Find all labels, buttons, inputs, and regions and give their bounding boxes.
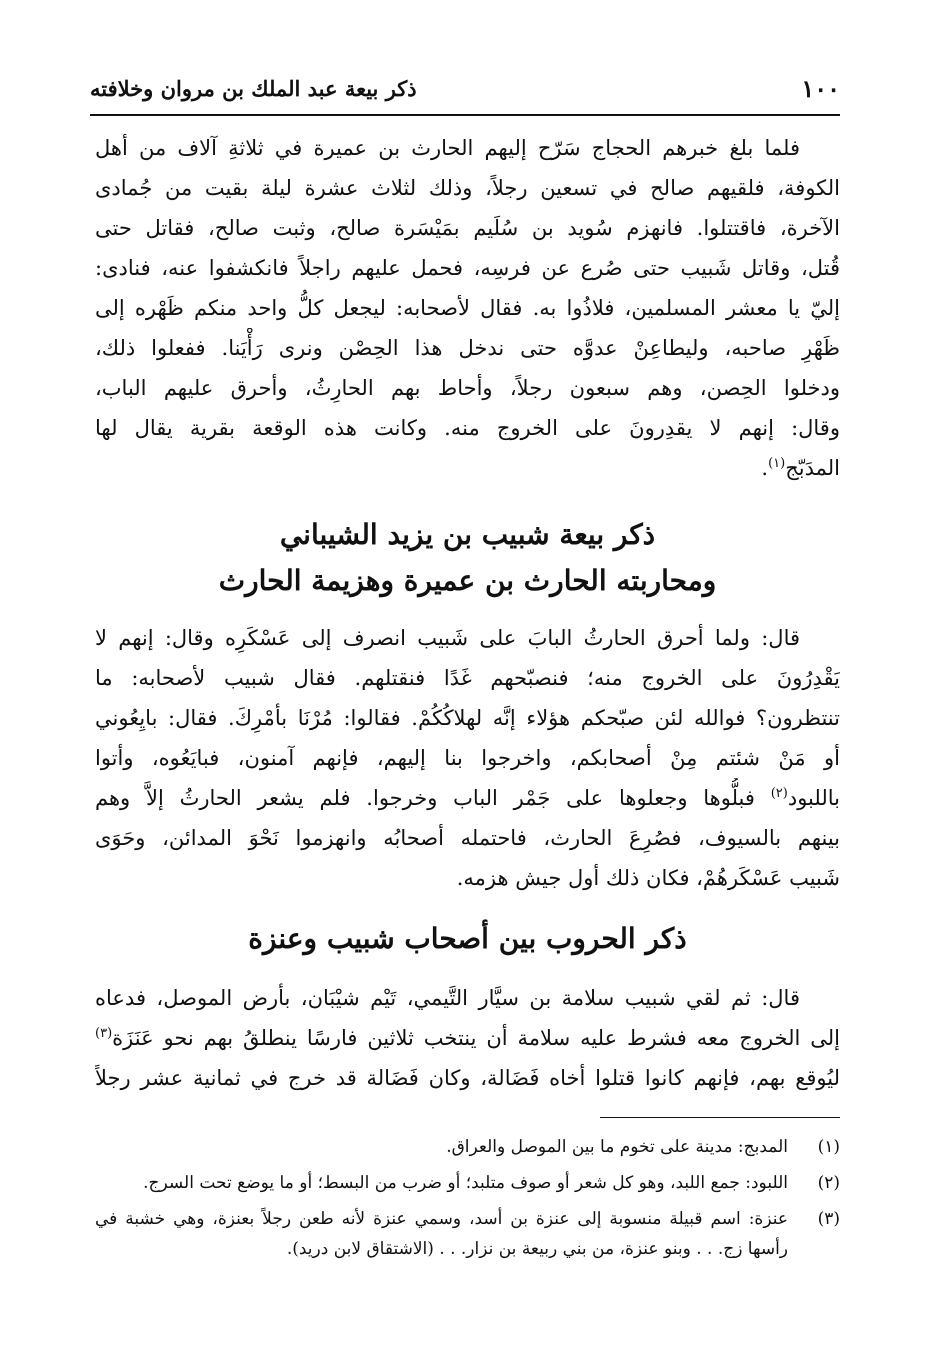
paragraph-line: قُتل، وقاتل شَبيب حتى صُرع عن فرسِه، فحمل عليهم راجلاً فانكشفوا عنه، فنادى: <box>95 256 840 280</box>
paragraph-punct: . <box>761 456 769 480</box>
paragraph-line <box>95 778 840 818</box>
section-heading-2 <box>95 916 840 962</box>
paragraph-line: تنتظرون؟ فوالله لئن صبّحكم هؤلاء إنَّه لهلاكُكُمْ. فقالوا: مُرْنَا بأمْرِكَ. فقال: بايِعُوني <box>95 706 840 730</box>
section-heading-1 <box>95 512 840 604</box>
paragraph-2 <box>95 618 840 898</box>
paragraph-1 <box>95 128 840 488</box>
paragraph-line: أو مَنْ شئتم مِنْ أصحابكم، واخرجوا بنا إليهم، فإنهم آمنون، فبايَعُوه، وأتوا <box>95 746 840 770</box>
page-header <box>90 70 840 110</box>
page-number: ١٠٠ <box>801 74 840 103</box>
running-title: ذكر بيعة عبد الملك بن مروان وخلافته <box>90 76 417 101</box>
footnote-number: (٣) <box>817 1209 840 1229</box>
paragraph-line: وقال: إنهم لا يقدِرونَ على الخروج منه. وكانت هذه الوقعة بقرية يقال لها <box>95 416 840 440</box>
footnote-ref-1[interactable]: (١) <box>768 456 786 471</box>
footnote-text: عنزة: اسم قبيلة منسوبة إلى عنزة بن أسد، وسمي عنزة لأنه طعن رجلاً بعنزة، وهي خشبة في رأسها زج. . . وبنو عنزة، من بني ربيعة بن نزار. . . (الاشتقاق لابن دريد). <box>95 1209 788 1259</box>
paragraph-line: فلما بلغ خبرهم الحجاج سَرّح إليهم الحارث بن عميرة في ثلاثةِ آلاف من أهل <box>95 136 800 160</box>
paragraph-line: بينهم بالسيوف، فصُرِعَ الحارث، فاحتمله أصحابُه وانهزموا نَحْوَ المدائن، وحَوَى <box>95 826 840 850</box>
paragraph-line: قال: ولما أحرق الحارثُ البابَ على شَبيب انصرف إلى عَسْكَرِه وقال: إنهم لا <box>95 626 800 650</box>
paragraph-words: إلى الخروج معه فشرط عليه سلامة أن ينتخب ثلاثين فارسًا ينطلقُ بهم نحو عَنَزَة <box>112 1026 840 1050</box>
footnote-3 <box>95 1204 840 1264</box>
footnote-2 <box>95 1168 840 1198</box>
paragraph-line: شَبيب عَسْكَرهُمْ، فكان ذلك أول جيش هزمه. <box>456 866 840 890</box>
footnote-text: المدبج: مدينة على تخوم ما بين الموصل والعراق. <box>446 1137 788 1157</box>
footnote-text: اللبود: جمع اللبد، وهو كل شعر أو صوف متلبد؛ أو ضرب من البسط؛ أو ما يوضع تحت السرج. <box>143 1173 788 1193</box>
footnotes <box>95 1132 840 1270</box>
paragraph-line: ليُوقع بهم، فإنهم كانوا قتلوا أخاه فَضَالة، وكان فَضَالة قد خرج في ثمانية عشر رجلاً <box>95 1066 840 1090</box>
paragraph-line-last <box>95 448 840 488</box>
heading-line: ذكر الحروب بين أصحاب شبيب وعنزة <box>248 922 687 955</box>
footnote-1 <box>95 1132 840 1162</box>
paragraph-3 <box>95 978 840 1098</box>
footnote-number: (٢) <box>817 1173 840 1193</box>
footnote-rule <box>600 1117 840 1118</box>
paragraph-line: إليّ يا معشر المسلمين، فلاذُوا به. فقال لأصحابه: ليجعل كلُّ واحد منكم ظَهْره إلى <box>95 296 840 320</box>
paragraph-line: قال: ثم لقي شبيب سلامة بن سيَّار التَّيمي، تَيْم شيْبَان، بأرض الموصل، فدعاه <box>95 986 800 1010</box>
paragraph-line: يَقْدِرُونَ على الخروج منه؛ فنصبّحهم غَدًا فنقتلهم. فقال شبيب لأصحابه: ما <box>95 666 840 690</box>
paragraph-word: المدَبّج <box>785 456 840 480</box>
heading-line: ذكر بيعة شبيب بن يزيد الشيباني <box>279 518 656 551</box>
paragraph-line: الكوفة، فلقيهم صالح في تسعين رجلاً، وذلك لثلاث عشرة ليلة بقيت من جُمادى <box>95 176 840 200</box>
header-rule <box>90 114 840 116</box>
paragraph-line: الآخرة، فاقتتلوا. فانهزم سُويد بن سُلَيم بمَيْسَرة صالح، وثبت صالح، فقاتل حتى <box>95 216 840 240</box>
paragraph-word: باللبود <box>787 786 840 810</box>
footnote-ref-3[interactable]: (٣) <box>95 1026 113 1041</box>
paragraph-line: ظَهْرِ صاحبه، وليطاعِنْ عدوَّه حتى ندخل هذا الحِصْن ونرى رَأْيَنا. ففعلوا ذلك، <box>95 336 840 360</box>
footnote-number: (١) <box>817 1137 840 1157</box>
footnote-ref-2[interactable]: (٢) <box>770 786 788 801</box>
paragraph-words: فبلُّوها وجعلوها على جَمْر الباب وخرجوا. فلم يشعر الحارثُ إلاَّ وهم <box>95 786 755 810</box>
paragraph-line: ودخلوا الحِصن، وهم سبعون رجلاً، وأحاط بهم الحارِثُ، وأحرق عليهم الباب، <box>95 376 840 400</box>
heading-line: ومحاربته الحارث بن عميرة وهزيمة الحارث <box>218 564 717 597</box>
paragraph-line <box>95 1018 840 1058</box>
